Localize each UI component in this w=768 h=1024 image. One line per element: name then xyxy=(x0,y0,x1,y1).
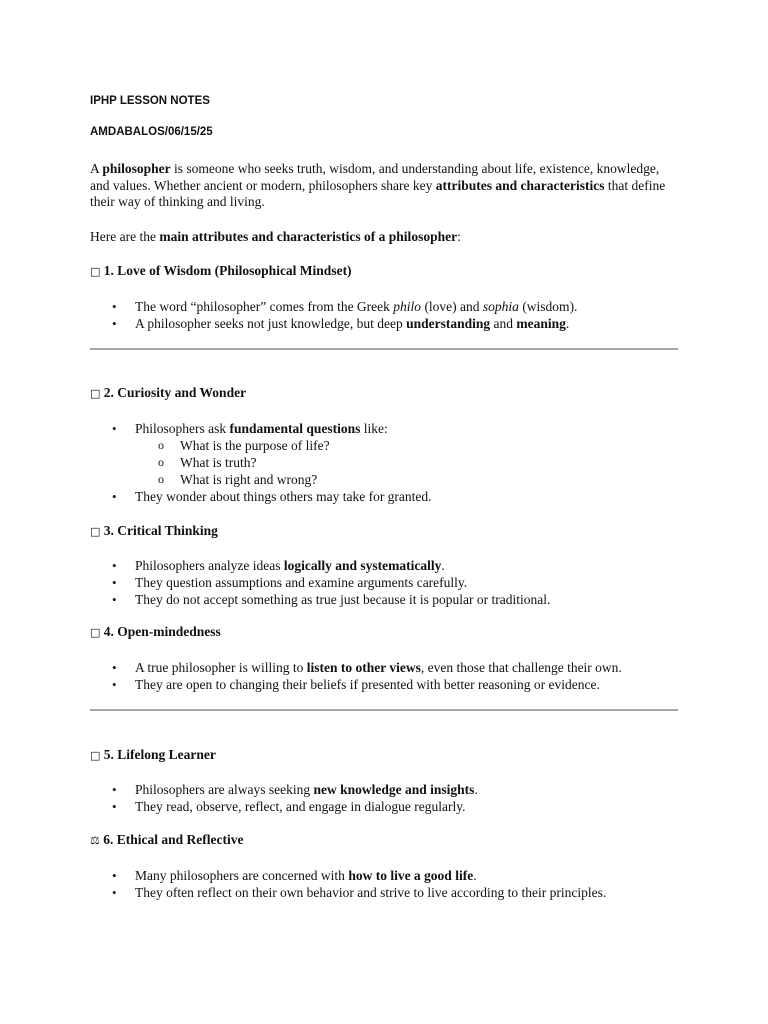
list-item: • They read, observe, reflect, and engage in dialogue regularly. xyxy=(90,798,680,815)
section-4-heading: □ 4. Open-mindedness xyxy=(90,624,221,639)
intro-lead-in: Here are the main attributes and characteristics of a philosopher: xyxy=(90,229,461,244)
horizontal-rule xyxy=(90,348,678,350)
placeholder-glyph-icon: □ xyxy=(90,265,101,278)
section-3-list xyxy=(90,557,680,608)
placeholder-glyph-icon: □ xyxy=(90,626,101,639)
placeholder-glyph-icon: □ xyxy=(90,749,101,762)
section-3-heading: □ 3. Critical Thinking xyxy=(90,523,218,538)
section-6-list xyxy=(90,867,680,901)
horizontal-rule xyxy=(90,709,678,711)
placeholder-glyph-icon: □ xyxy=(90,387,101,400)
section-2-list xyxy=(90,420,680,505)
list-item: • Philosophers analyze ideas logically and systematically. xyxy=(90,557,680,574)
list-item: • A philosopher seeks not just knowledge, but deep understanding and meaning. xyxy=(90,315,680,332)
sub-list-item: o What is right and wrong? xyxy=(135,471,680,488)
list-item: • The word “philosopher” comes from the Greek philo (love) and sophia (wisdom). xyxy=(90,298,680,315)
author-date-line: AMDABALOS/06/15/25 xyxy=(90,126,213,138)
list-item: • Philosophers ask fundamental questions like: o What is the purpose of life? o What is truth? o What is right and wrong? xyxy=(90,420,680,488)
list-item: • They often reflect on their own behavior and strive to live according to their principles. xyxy=(90,884,680,901)
list-item: • They question assumptions and examine arguments carefully. xyxy=(90,574,680,591)
list-item: • Many philosophers are concerned with how to live a good life. xyxy=(90,867,680,884)
list-item: • They are open to changing their beliefs if presented with better reasoning or evidence. xyxy=(90,676,680,693)
scales-icon: ⚖ xyxy=(90,834,100,847)
intro-paragraph: A philosopher is someone who seeks truth, wisdom, and understanding about life, existence, knowledge, and values. Whether ancient or modern, philosophers share key attributes and characteristics that define their way of thinking and living. xyxy=(90,161,666,209)
list-item: • They wonder about things others may take for granted. xyxy=(90,488,680,505)
list-item: • A true philosopher is willing to listen to other views, even those that challenge their own. xyxy=(90,659,680,676)
section-1-list xyxy=(90,298,680,332)
section-4-list xyxy=(90,659,680,693)
section-1-heading: □ 1. Love of Wisdom (Philosophical Mindset) xyxy=(90,263,352,278)
placeholder-glyph-icon: □ xyxy=(90,525,101,538)
document-title: IPHP LESSON NOTES xyxy=(90,95,210,107)
section-5-list xyxy=(90,781,680,815)
sub-list-item: o What is truth? xyxy=(135,454,680,471)
sub-list xyxy=(135,437,680,488)
section-2-heading: □ 2. Curiosity and Wonder xyxy=(90,385,247,400)
list-item: • They do not accept something as true just because it is popular or traditional. xyxy=(90,591,680,608)
list-item: • Philosophers are always seeking new knowledge and insights. xyxy=(90,781,680,798)
sub-list-item: o What is the purpose of life? xyxy=(135,437,680,454)
section-6-heading: ⚖ 6. Ethical and Reflective xyxy=(90,832,244,847)
section-5-heading: □ 5. Lifelong Learner xyxy=(90,747,216,762)
